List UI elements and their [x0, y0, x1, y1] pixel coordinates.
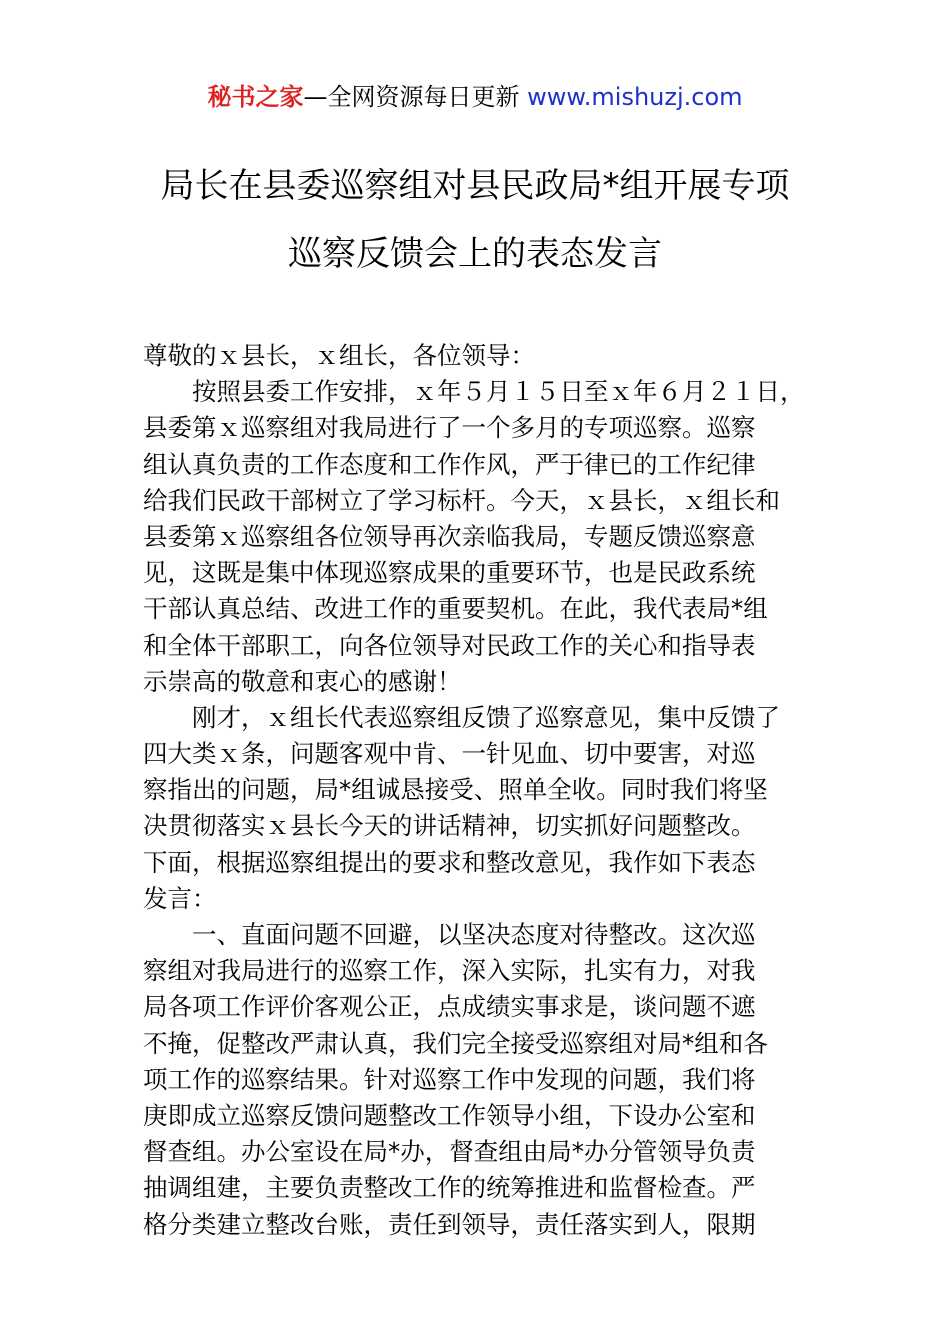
site-brand: 秘书之家 — [207, 83, 304, 111]
body-line: 和全体干部职工，向各位领导对民政工作的关心和指导表 — [143, 630, 756, 660]
body-line: 一、直面问题不回避，以坚决态度对待整改。这次巡 — [143, 920, 756, 949]
body-line: 发言： — [143, 883, 217, 913]
site-url-link[interactable]: www.mishuzj.com — [527, 83, 743, 111]
body-line: 项工作的巡察结果。针对巡察工作中发现的问题，我们将 — [143, 1064, 756, 1094]
body-line: 给我们民政干部树立了学习标杆。今天，ｘ县长，ｘ组长和 — [143, 485, 780, 515]
title-line: 局长在县委巡察组对县民政局*组开展专项 — [160, 166, 790, 206]
body-line: 刚才，ｘ组长代表巡察组反馈了巡察意见，集中反馈了 — [143, 702, 780, 732]
body-line: 见，这既是集中体现巡察成果的重要环节，也是民政系统 — [143, 558, 756, 588]
document-title — [100, 152, 850, 288]
body-line: 干部认真总结、改进工作的重要契机。在此，我代表局*组 — [143, 594, 768, 624]
salutation: 尊敬的ｘ县长，ｘ组长，各位领导： — [143, 341, 535, 370]
body-line: 决贯彻落实ｘ县长今天的讲话精神，切实抓好问题整改。 — [143, 811, 756, 841]
site-tagline: —全网资源每日更新 — [303, 83, 528, 111]
body-line: 局各项工作评价客观公正，点成绩实事求是，谈问题不遮 — [143, 992, 756, 1022]
body-line: 下面，根据巡察组提出的要求和整改意见，我作如下表态 — [143, 847, 756, 877]
title-line: 巡察反馈会上的表态发言 — [288, 234, 662, 274]
body-line: 县委第ｘ巡察组各位领导再次亲临我局，专题反馈巡察意 — [143, 521, 756, 551]
body-line: 庚即成立巡察反馈问题整改工作领导小组，下设办公室和 — [143, 1100, 756, 1130]
body-line: 不掩，促整改严肃认真，我们完全接受巡察组对局*组和各 — [143, 1028, 768, 1058]
body-line: 组认真负责的工作态度和工作作风，严于律已的工作纪律 — [143, 449, 756, 479]
body-line: 格分类建立整改台账，责任到领导，责任落实到人，限期 — [143, 1209, 756, 1239]
body-line: 督查组。办公室设在局*办，督查组由局*办分管领导负责 — [143, 1137, 756, 1167]
body-line: 示崇高的敬意和衷心的感谢！ — [143, 666, 462, 696]
body-line: 四大类ｘ条，问题客观中肯、一针见血、切中要害，对巡 — [143, 739, 756, 769]
body-line: 按照县委工作安排，ｘ年５月１５日至ｘ年６月２１日， — [143, 377, 805, 407]
body-line: 县委第ｘ巡察组对我局进行了一个多月的专项巡察。巡察 — [143, 413, 756, 443]
site-header — [0, 80, 950, 114]
body-line: 抽调组建，主要负责整改工作的统筹推进和监督检查。严 — [143, 1173, 756, 1203]
body-line: 察指出的问题，局*组诚恳接受、照单全收。同时我们将坚 — [143, 775, 768, 805]
document-body — [143, 338, 823, 1243]
body-line: 察组对我局进行的巡察工作，深入实际，扎实有力，对我 — [143, 956, 756, 986]
